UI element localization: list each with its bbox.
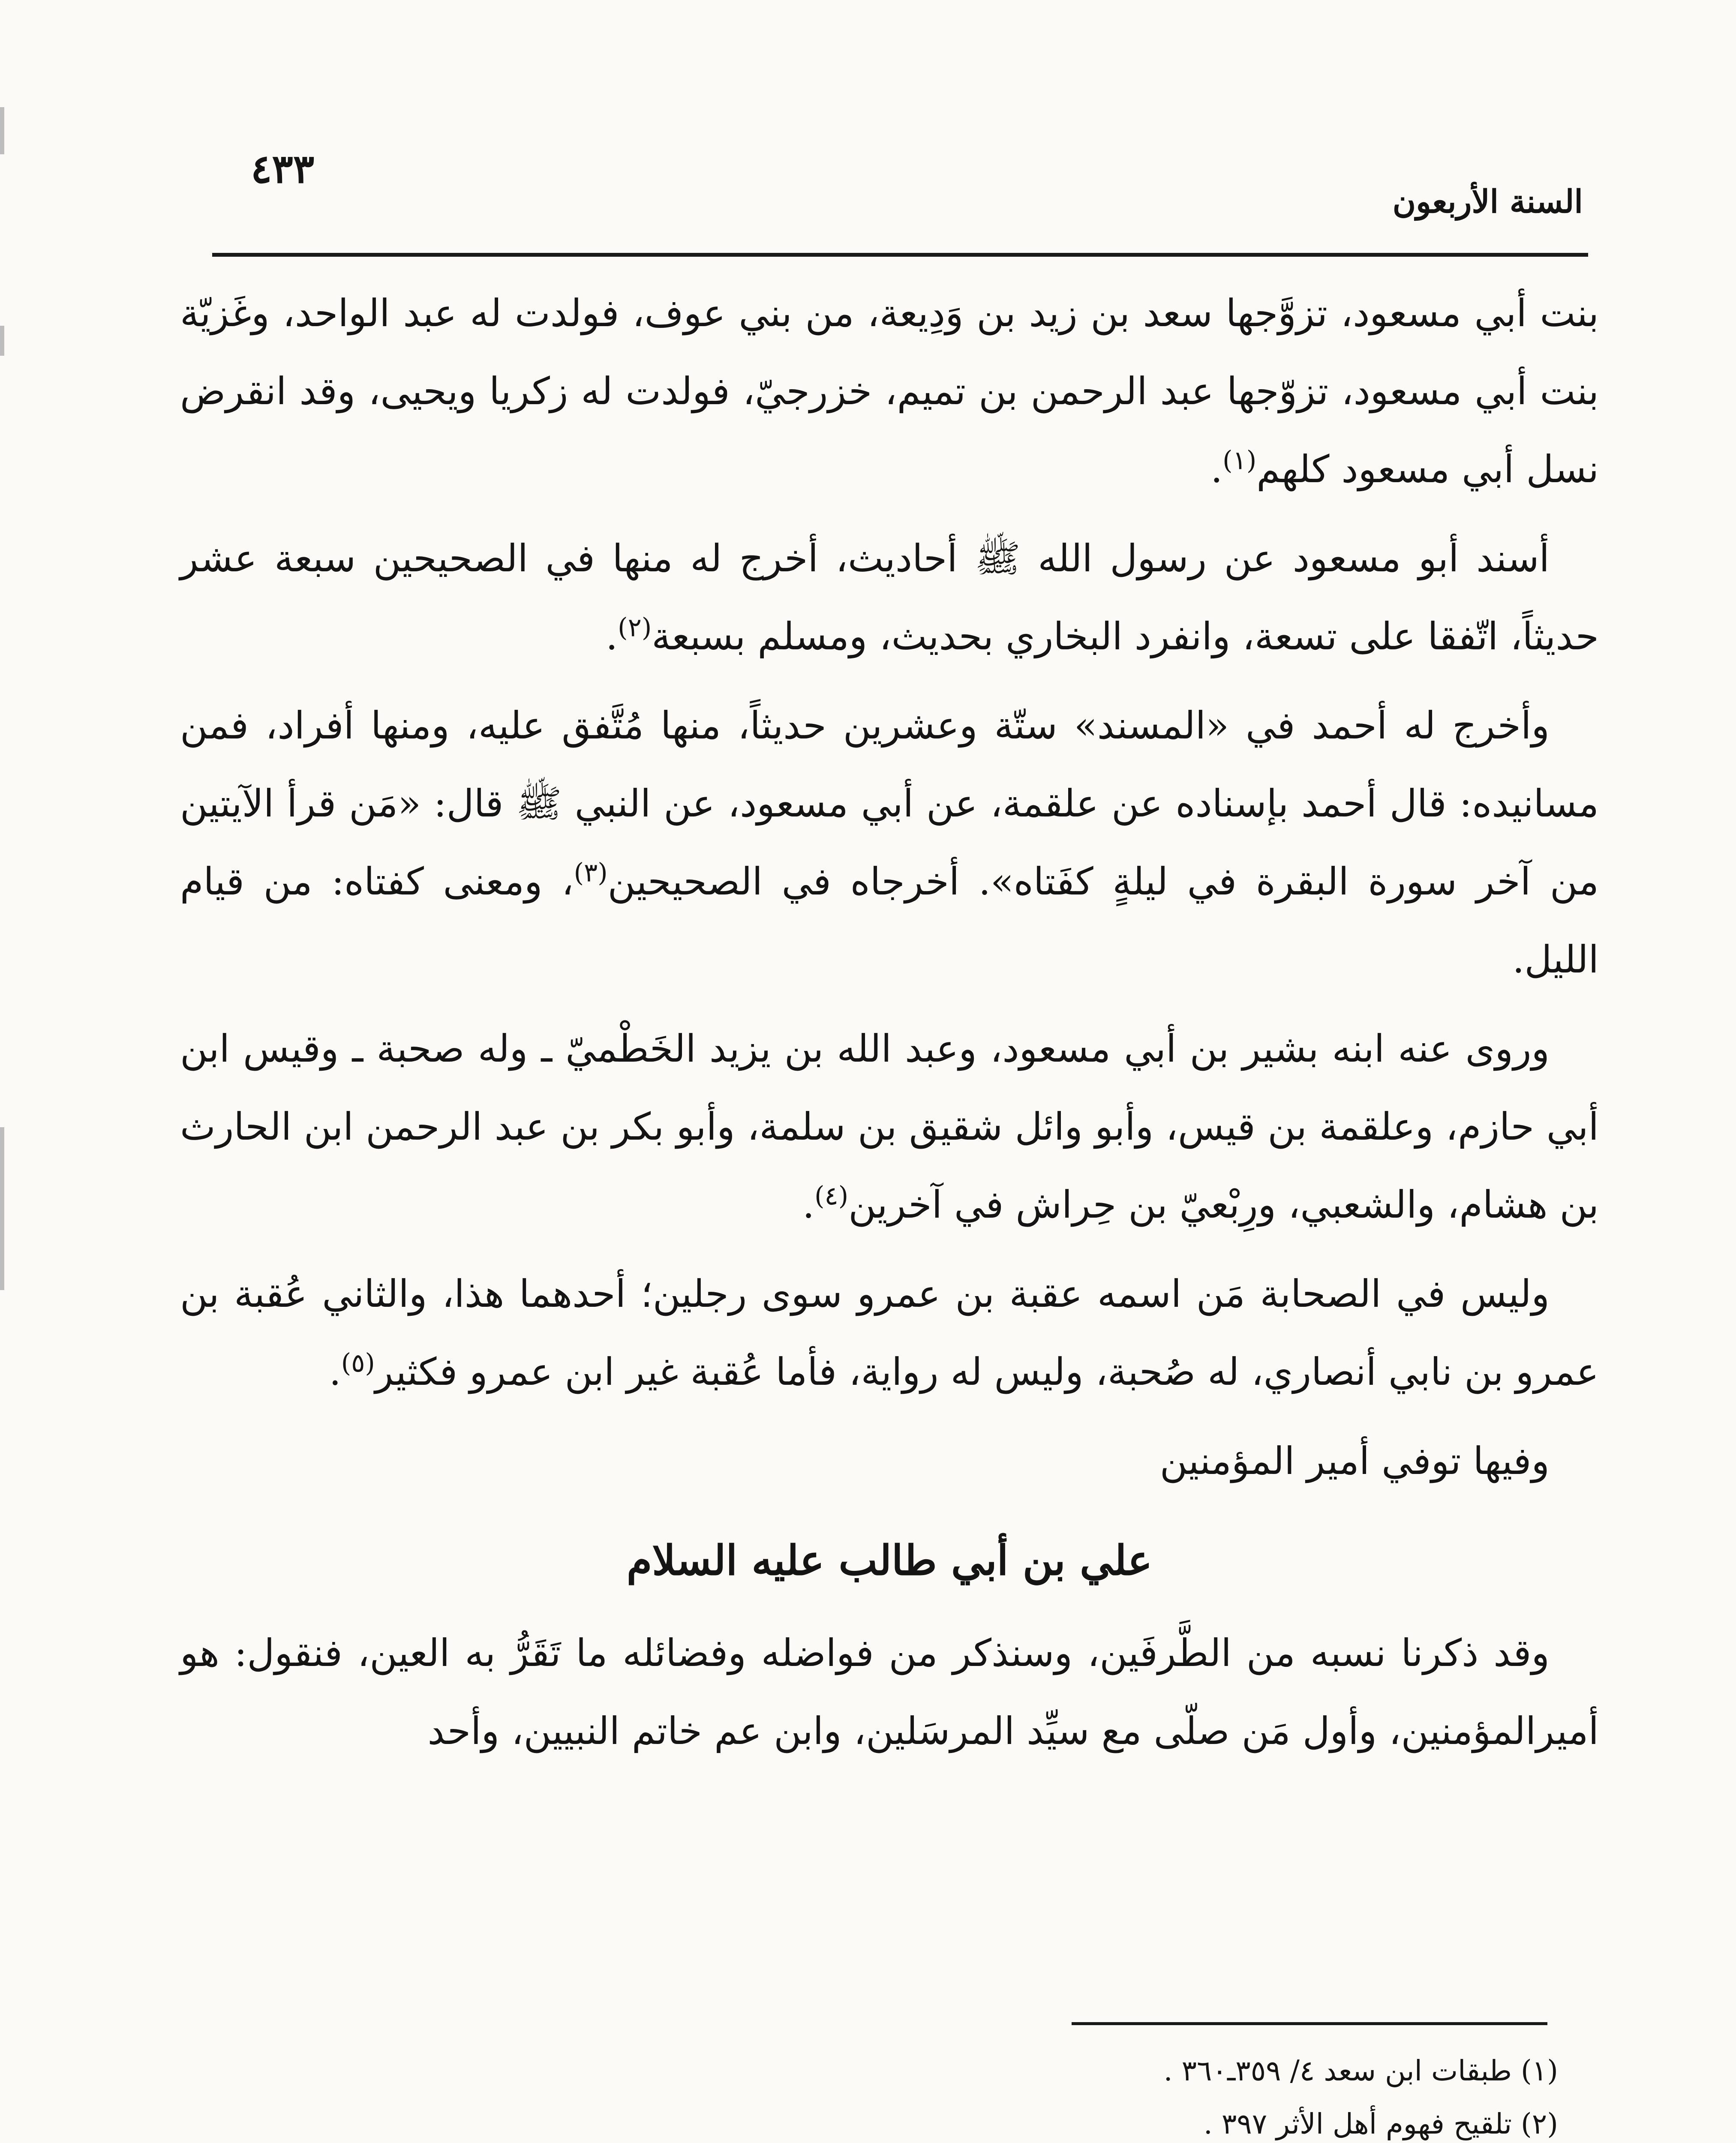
paragraph-ali-intro: وقد ذكرنا نسبه من الطَّرفَين، وسنذكر من فواضله وفضائله ما تَقَرُّ به العين، فنقول: هو أميرالمؤمنين، وأول مَن صلّى مع سيِّد المرسَلين، وابن عم خاتم النبيين، وأحد — [180, 1631, 1599, 1753]
footnote-1: (١) طبقات ابن سعد ٤/ ٣٥٩ـ٣٦٠ . — [1163, 2054, 1558, 2087]
death-notice: وفيها توفي أمير المؤمنين — [1159, 1439, 1550, 1483]
paragraph-text: وليس في الصحابة مَن اسمه عقبة بن عمرو سوى رجلين؛ أحدهما هذا، والثاني عُقبة بن عمرو بن نابي أنصاري، له صُحبة، وليس له رواية، فأما عُقبة غير ابن عمرو فكثير — [180, 1272, 1599, 1394]
paragraph-text: وأخرج له أحمد في «المسند» ستّة وعشرين حديثاً، منها مُتَّفق عليه، ومنها أفراد، فمن مسانيده: قال أحمد بإسناده عن علقمة، عن أبي مسعود، عن النبي ﷺ قال: «مَن قرأ الآيتين من آخر سورة البقرة في ليلةٍ كفَتاه». أخرجاه في الصحيحين — [180, 703, 1599, 903]
footnote-ref: (١) — [1222, 445, 1257, 476]
paragraph-daughters — [180, 274, 1599, 508]
running-title: السنة الأربعون — [1392, 183, 1583, 220]
footnote-2: (٢) تلقيح فهوم أهل الأثر ٣٩٧ . — [1203, 2107, 1558, 2140]
paragraph-end: . — [606, 614, 618, 658]
paragraph-uqba — [180, 1255, 1599, 1411]
paragraph-musnad — [180, 687, 1599, 999]
main-text — [180, 274, 1599, 1781]
paragraph-end: . — [1210, 447, 1223, 491]
paragraph-text: أسند أبو مسعود عن رسول الله ﷺ أحاديث، أخرج له منها في الصحيحين سبعة عشر حديثاً، اتّفقا على تسعة، وانفرد البخاري بحديث، ومسلم بسبعة — [180, 536, 1599, 658]
page-number: ٤٣٣ — [251, 146, 315, 192]
scan-edge-mark — [0, 326, 4, 356]
footnote-ref: (٢) — [618, 612, 652, 643]
footnote-separator — [1072, 2022, 1547, 2025]
paragraph-end: ، ومعنى كفتاه: من قيام الليل. — [180, 859, 1599, 981]
paragraph-end: . — [802, 1183, 815, 1227]
page-header — [212, 146, 1588, 257]
footnote-ref: (٥) — [341, 1348, 375, 1378]
paragraph-end: . — [329, 1350, 341, 1394]
scan-edge-mark — [0, 107, 4, 154]
paragraph-hadith-count — [180, 519, 1599, 675]
footnotes — [171, 2044, 1558, 2143]
scan-edge-mark — [0, 1127, 4, 1290]
section-heading: علي بن أبي طالب عليه السلام — [626, 1536, 1153, 1585]
paragraph-text: وروى عنه ابنه بشير بن أبي مسعود، وعبد الله بن يزيد الخَطْميّ ـ وله صحبة ـ وقيس ابن أبي حازم، وعلقمة بن قيس، وأبو وائل شقيق بن سلمة، وأبو بكر بن عبد الرحمن ابن الحارث بن هشام، والشعبي، ورِبْعيّ بن حِراش في آخرين — [180, 1026, 1599, 1227]
paragraph-narrators — [180, 1010, 1599, 1244]
footnote-ref: (٤) — [814, 1181, 849, 1211]
footnote-ref: (٣) — [574, 858, 608, 888]
paragraph-text: بنت أبي مسعود، تزوَّجها سعد بن زيد بن وَدِيعة، من بني عوف، فولدت له عبد الواحد، وغَزيّة بنت أبي مسعود، تزوّجها عبد الرحمن بن تميم، خزرجيّ، فولدت له زكريا ويحيى، وقد انقرض نسل أبي مسعود كلهم — [180, 291, 1599, 491]
